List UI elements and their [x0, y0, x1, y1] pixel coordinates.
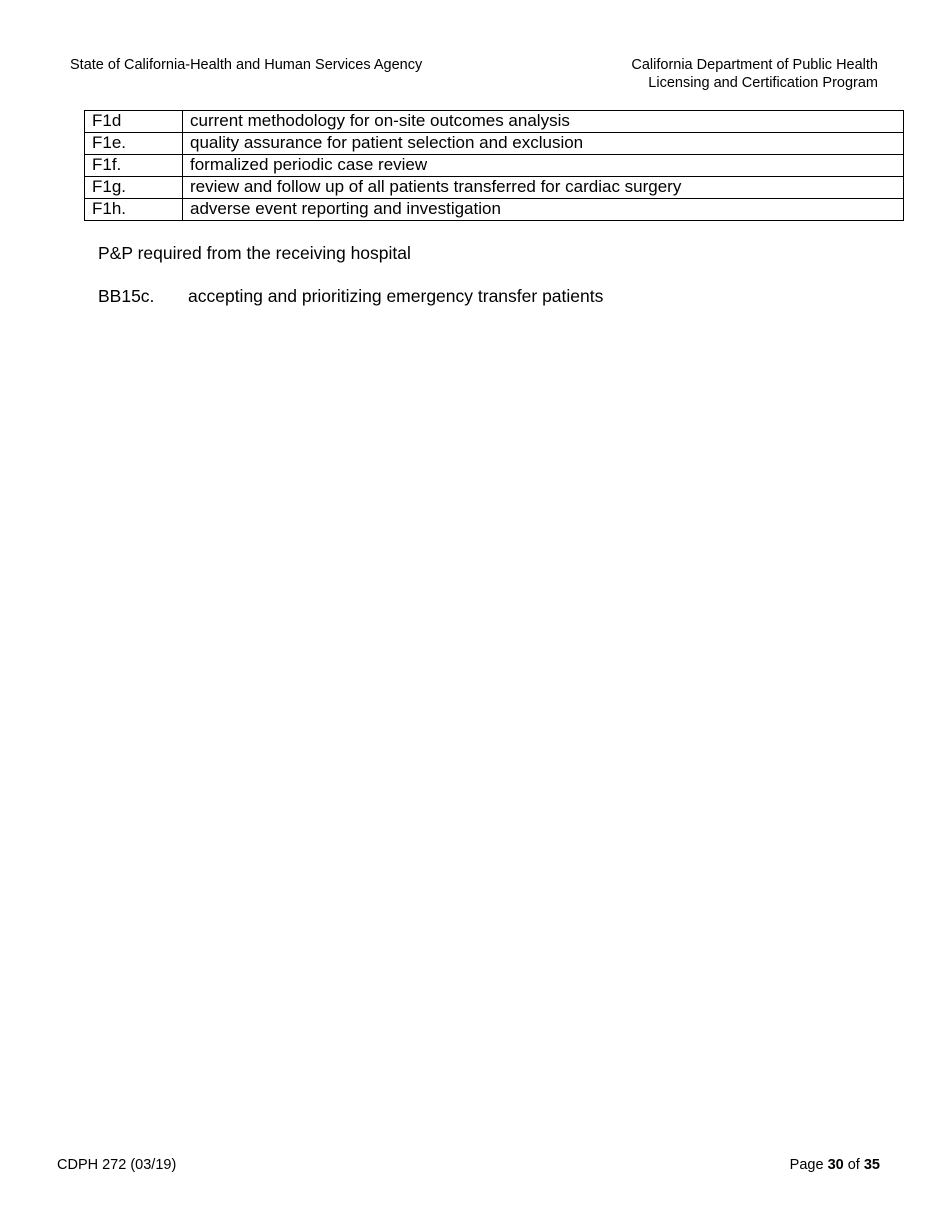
row-description: current methodology for on-site outcomes analysis [183, 111, 904, 133]
table-row [85, 155, 904, 177]
header-department [631, 56, 878, 92]
page-word: Page [789, 1157, 824, 1173]
table-row [85, 133, 904, 155]
row-description: review and follow up of all patients transferred for cardiac surgery [183, 177, 904, 199]
row-code: F1f. [85, 155, 183, 177]
item-description: accepting and prioritizing emergency transfer patients [188, 286, 604, 306]
table-row [85, 199, 904, 221]
header-agency: State of California-Health and Human Services Agency [70, 57, 423, 73]
page-current: 30 [827, 1157, 844, 1173]
row-code: F1e. [85, 133, 183, 155]
row-description: quality assurance for patient selection and exclusion [183, 133, 904, 155]
row-code: F1h. [85, 199, 183, 221]
header-department-name: California Department of Public Health [631, 57, 878, 73]
item-code: BB15c. [98, 286, 155, 306]
row-description: formalized periodic case review [183, 155, 904, 177]
row-code: F1g. [85, 177, 183, 199]
receiving-hospital-heading: P&P required from the receiving hospital [98, 243, 411, 263]
page-number [790, 1156, 880, 1174]
receiving-hospital-item [98, 286, 603, 306]
header-program-name: Licensing and Certification Program [648, 75, 878, 91]
table-row [85, 111, 904, 133]
form-identifier: CDPH 272 (03/19) [57, 1157, 177, 1173]
row-description: adverse event reporting and investigation [183, 199, 904, 221]
table-row [85, 177, 904, 199]
row-code: F1d [85, 111, 183, 133]
page-of: of [847, 1157, 860, 1173]
page-total: 35 [863, 1157, 880, 1173]
policy-code-table [84, 110, 904, 221]
